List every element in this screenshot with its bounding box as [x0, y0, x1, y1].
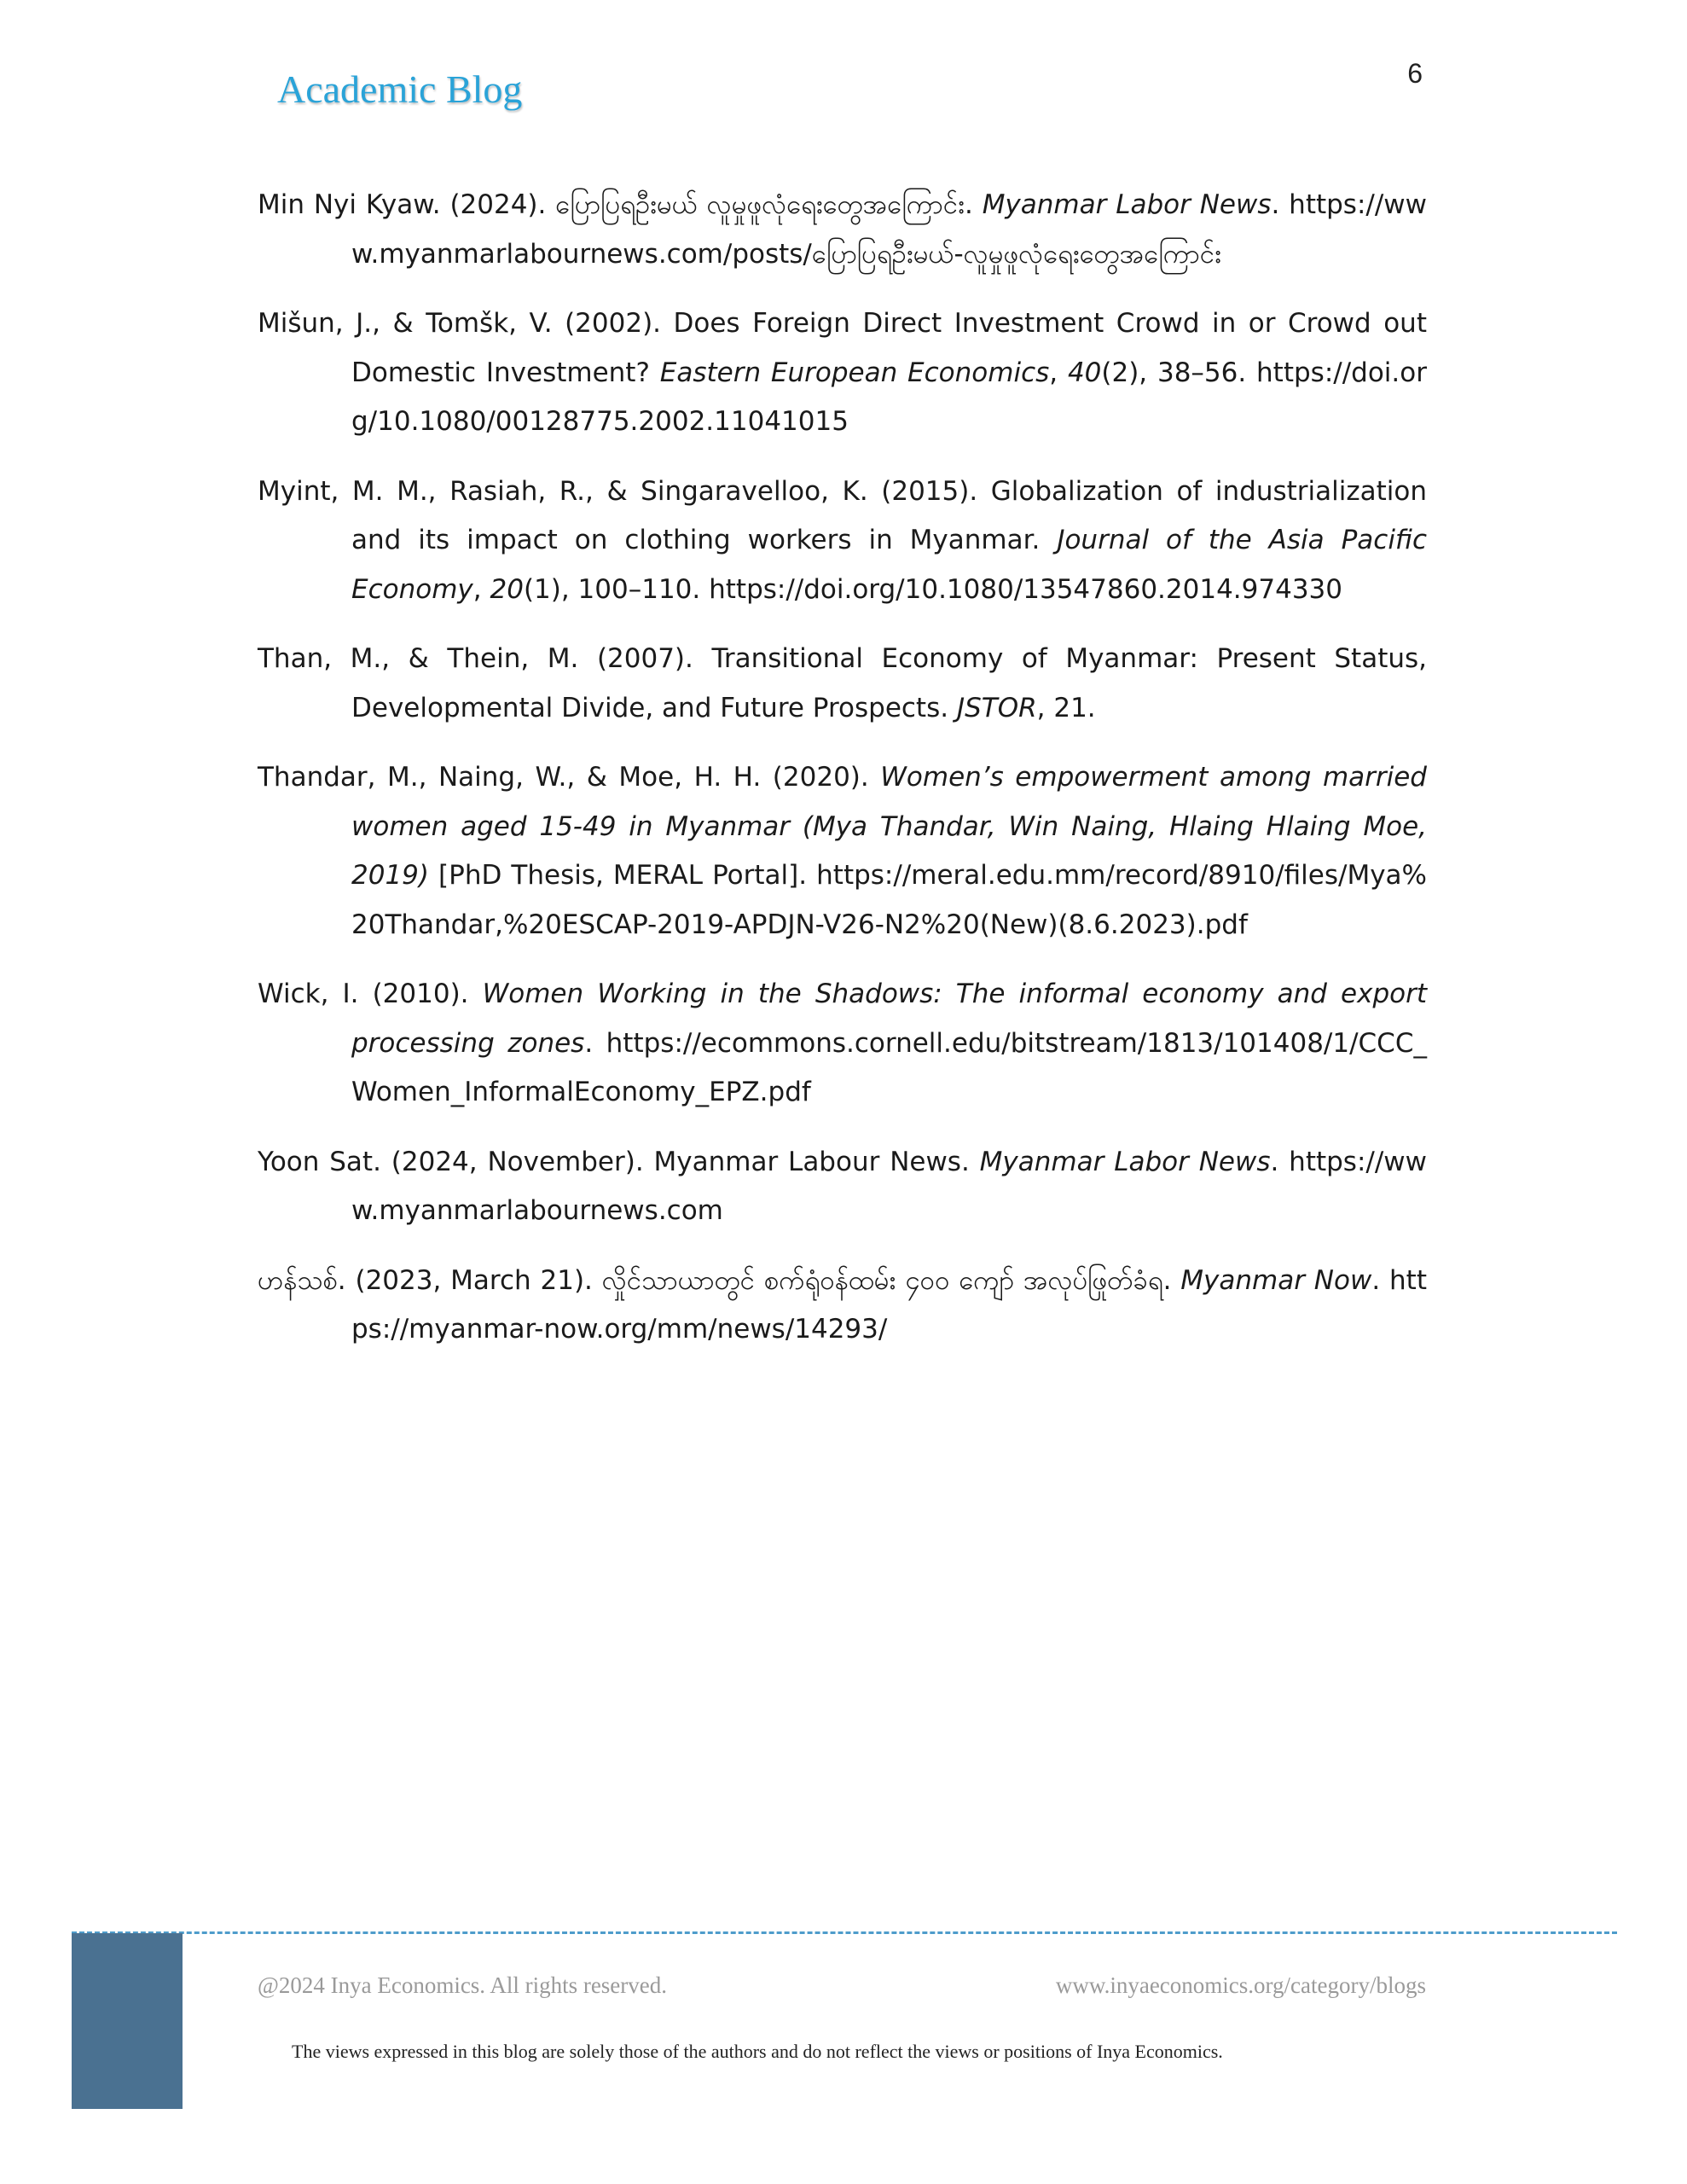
reference-source: Journal of the Asia Pacific Economy [351, 525, 1427, 605]
reference-source: JSTOR [956, 692, 1037, 723]
reference-text: . [1271, 189, 1290, 220]
reference-source: Women Working in the Shadows: The informal economy and export processing zones [351, 979, 1427, 1059]
reference-text: (1), 100–110. [523, 573, 710, 605]
reference-url[interactable]: https://www.myanmarlabournews.com/posts/ပြောပြရဦးမယ်-လူမှုဖူလုံရေးတွေအကြောင်း [351, 189, 1427, 270]
reference-text: . [584, 1027, 606, 1059]
reference-entry [258, 1138, 1427, 1236]
reference-source: Myanmar Labor News [982, 189, 1272, 220]
reference-url[interactable]: https://doi.org/10.1080/13547860.2014.974330 [709, 573, 1342, 605]
reference-volume: 40 [1067, 357, 1102, 388]
page-number: 6 [1407, 58, 1423, 89]
reference-entry [258, 970, 1427, 1118]
reference-entry [258, 299, 1427, 447]
reference-text: . [1371, 1264, 1390, 1296]
reference-source: Myanmar Now [1180, 1264, 1372, 1296]
reference-text: , [1049, 357, 1068, 388]
reference-text: , [472, 573, 490, 605]
reference-source: Eastern European Economics [659, 357, 1050, 388]
reference-entry [258, 753, 1427, 950]
reference-url[interactable]: https://myanmar-now.org/mm/news/14293/ [351, 1264, 1427, 1345]
reference-text: Yoon Sat. (2024, November). Myanmar Labour News. [258, 1146, 980, 1177]
reference-entry [258, 181, 1427, 279]
reference-list [258, 181, 1427, 1375]
reference-text: . [1270, 1146, 1290, 1177]
footer-copyright: @2024 Inya Economics. All rights reserved. [258, 1972, 668, 1998]
reference-text: Mišun, J., & Tomšk, V. (2002). Does Foreign Direct Investment Crowd in or Crowd out Domestic Investment? [258, 308, 1427, 388]
reference-text: Myint, M. M., Rasiah, R., & Singaravelloo, K. (2015). Globalization of industrialization and its impact on clothing workers in Myanmar. [258, 475, 1427, 555]
reference-volume: 20 [490, 573, 524, 605]
reference-url[interactable]: https://doi.org/10.1080/00128775.2002.11041015 [351, 357, 1427, 437]
reference-source: Myanmar Labor News [979, 1146, 1271, 1177]
reference-text: , 21. [1036, 692, 1096, 723]
reference-url[interactable]: https://meral.edu.mm/record/8910/files/Mya%20Thandar,%20ESCAP-2019-APDJN-V26-N2%20(New)(8.6.2023).pdf [351, 860, 1427, 940]
reference-text: Wick, I. (2010). [258, 979, 483, 1009]
footer-disclaimer: The views expressed in this blog are solely those of the authors and do not reflect the views or positions of Inya Economics. [292, 2041, 1223, 2062]
reference-text: Than, M., & Thein, M. (2007). Transitional Economy of Myanmar: Present Status, Developmental Divide, and Future Prospects. [258, 643, 1427, 723]
reference-text: Thandar, M., Naing, W., & Moe, H. H. (2020). [258, 762, 881, 793]
reference-source: Women’s empowerment among married women aged 15-49 in Myanmar (Mya Thandar, Win Naing, Hlaing Hlaing Moe, 2019) [351, 762, 1427, 891]
footer-website-link[interactable]: www.inyaeconomics.org/category/blogs [1055, 1972, 1426, 1998]
reference-entry [258, 1257, 1427, 1355]
footer-divider [72, 1931, 1617, 1934]
reference-url[interactable]: https://www.myanmarlabournews.com [351, 1146, 1427, 1226]
reference-entry [258, 468, 1427, 615]
footer-side-block [72, 1933, 183, 2109]
reference-text: (2), 38–56. [1101, 357, 1257, 388]
reference-text: ဟန်သစ်. (2023, March 21). လှိုင်သာယာတွင် စက်ရုံဝန်ထမ်း ၄၀၀ ကျော် အလုပ်ဖြုတ်ခံရ. [258, 1264, 1181, 1296]
reference-url[interactable]: https://ecommons.cornell.edu/bitstream/1813/101408/1/CCC_Women_InformalEconomy_EPZ.pdf [351, 1027, 1427, 1107]
reference-text: Min Nyi Kyaw. (2024). ပြောပြရဦးမယ် လူမှုဖူလုံရေးတွေအကြောင်း. [258, 189, 983, 220]
reference-entry [258, 635, 1427, 733]
blog-title: Academic Blog [277, 67, 523, 111]
reference-text: [PhD Thesis, MERAL Portal]. [429, 860, 817, 891]
